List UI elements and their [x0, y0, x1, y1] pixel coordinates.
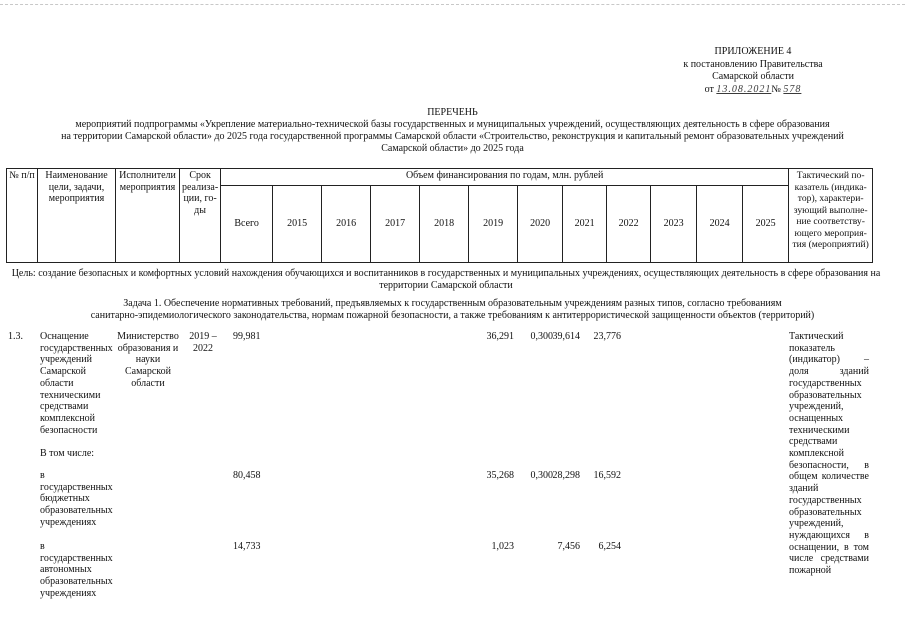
- row-term: 2019 – 2022: [189, 331, 217, 354]
- row-2020: 0,300: [530, 331, 553, 342]
- row-in-that: В том числе:: [40, 448, 95, 459]
- page-top-edge: [0, 4, 905, 5]
- header-term: Срок реализа-ции, го-ды: [180, 169, 221, 263]
- header-year: 2023: [651, 186, 697, 263]
- task-line-1: Задача 1. Обеспечение нормативных требований, предъявляемых к государственным образовательным учреждениям разных типов, согласно требованиям: [123, 298, 782, 309]
- row-2019: 36,291: [486, 331, 514, 342]
- goal-text: Цель: создание безопасных и комфортных условий нахождения обучающихся и воспитанников в государственных и муниципальных учреждениях, осуществляющих деятельность в сфере образования на территории Самарской области: [11, 268, 881, 291]
- row-number: 1.3.: [8, 331, 23, 342]
- header-num: № п/п: [7, 169, 38, 263]
- sub-row-budget-2022: 16,592: [593, 470, 621, 481]
- appendix-from: от: [704, 83, 714, 95]
- sub-row-autonomous-2022: 6,254: [598, 541, 621, 552]
- header-year: 2015: [273, 186, 322, 263]
- row-total: 99,981: [233, 331, 261, 342]
- appendix-date: 13.08.2021: [716, 83, 772, 95]
- appendix-block: [653, 46, 853, 96]
- header-indicator: Тактический по-казатель (индика-тор), характери-зующий выполне-ние соответству-ющего мероприя-тия (мероприятий): [789, 169, 873, 263]
- row-2022: 23,776: [593, 331, 621, 342]
- sub-row-budget-2020: 0,300: [530, 470, 553, 481]
- header-executors: Исполнители мероприятия: [116, 169, 180, 263]
- header-name: Наименование цели, задачи, мероприятия: [38, 169, 116, 263]
- row-executor: Министерство образования и науки Самарской области: [117, 331, 179, 389]
- header-year: 2016: [322, 186, 371, 263]
- header-year: 2024: [697, 186, 743, 263]
- header-year: 2021: [563, 186, 607, 263]
- appendix-number: 578: [783, 83, 802, 95]
- sub-row-budget-2019: 35,268: [486, 470, 514, 481]
- sub-row-autonomous-2021: 7,456: [557, 541, 580, 552]
- sub-row-budget-name: в государственных бюджетных образовательных учреждениях: [40, 470, 113, 528]
- header-year: 2022: [607, 186, 651, 263]
- title-line-2: на территории Самарской области» до 2025 года государственной программы Самарской области «Строительство, реконструкция и капитальный ремонт образовательных учреждений: [61, 131, 844, 142]
- appendix-title: ПРИЛОЖЕНИЕ 4: [714, 46, 792, 57]
- row-name: Оснащение государственных учреждений Самарской области техническими средствами комплексной безопасности: [40, 331, 113, 436]
- sub-row-budget-2021: 28,298: [552, 470, 580, 481]
- sub-row-autonomous-total: 14,733: [233, 541, 261, 552]
- document-title: [0, 107, 905, 155]
- header-funding: Объем финансирования по годам, млн. рублей: [221, 169, 789, 186]
- header-year: 2020: [518, 186, 563, 263]
- task-text: [0, 298, 905, 322]
- header-total: Всего: [221, 186, 273, 263]
- title-line-1: мероприятий подпрограммы «Укрепление материально-технической базы государственных и муниципальных учреждений, осуществляющих деятельность в сфере образования: [75, 119, 830, 130]
- task-line-2: санитарно-эпидемиологического законодательства, нормам пожарной безопасности, а также требованиям к антитеррористической защищенности объектов (территорий): [90, 310, 815, 321]
- appendix-region: Самарской области: [712, 71, 794, 82]
- row-2021: 39,614: [552, 331, 580, 342]
- table-header: [6, 168, 873, 263]
- sub-row-autonomous-2019: 1,023: [491, 541, 514, 552]
- appendix-resolution: к постановлению Правительства: [683, 58, 823, 70]
- row-indicator: Тактический показатель (индикатор) – доля зданий государственных образовательных учреждений, оснащенных техническими средствами комплексной безопасности, в общем количестве зданий государственных образовательных учреждений, нуждающихся в оснащении, в том числе средствами пожарной: [789, 331, 869, 577]
- title-line-3: Самарской области» до 2025 года: [381, 143, 524, 154]
- sub-row-autonomous-name: в государственных автономных образовательных учреждениях: [40, 541, 113, 599]
- header-year: 2025: [743, 186, 789, 263]
- header-year: 2018: [420, 186, 469, 263]
- header-year: 2019: [469, 186, 518, 263]
- header-year: 2017: [371, 186, 420, 263]
- appendix-date-line: [653, 84, 853, 97]
- appendix-no: №: [771, 83, 781, 95]
- sub-row-budget-total: 80,458: [233, 470, 261, 481]
- title-heading: ПЕРЕЧЕНЬ: [427, 107, 478, 118]
